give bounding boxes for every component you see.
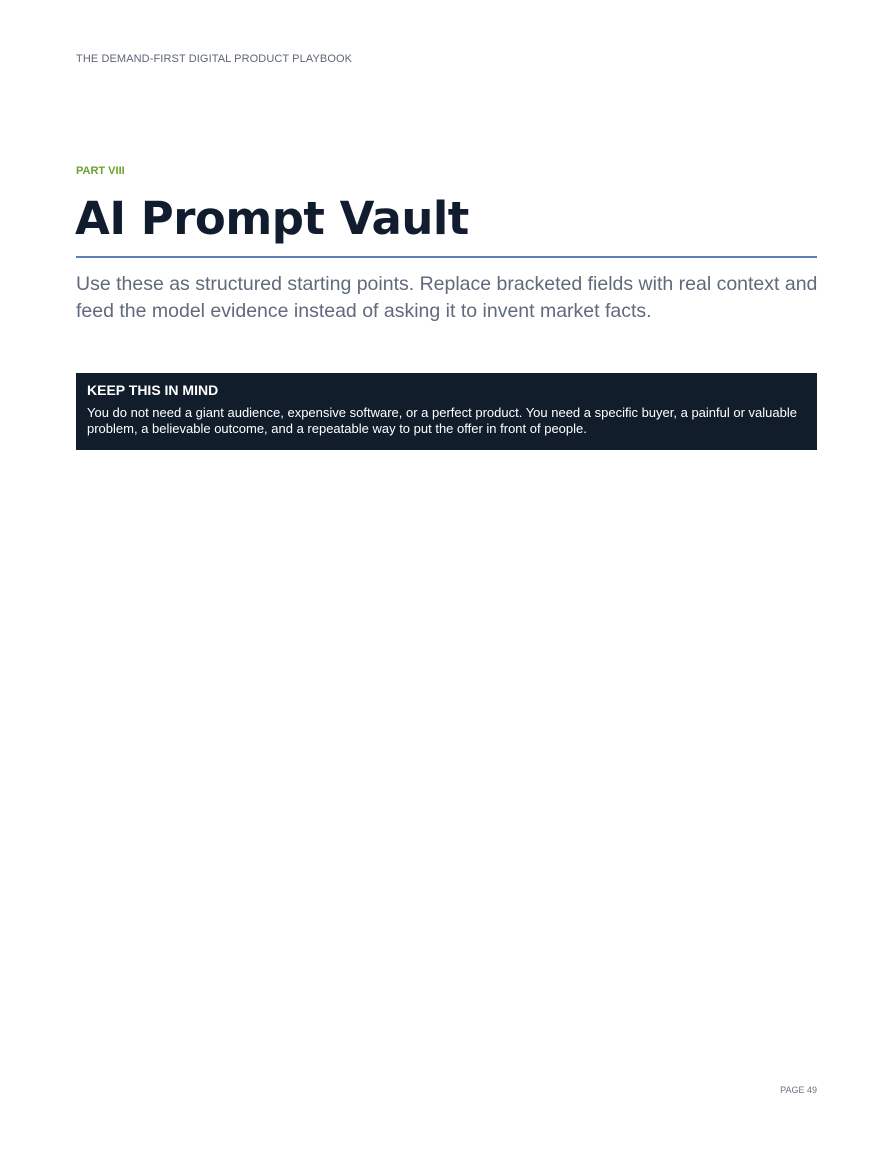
intro-paragraph: Use these as structured starting points. Replace bracketed fields with real context and feed the model evidence instead of asking it to invent market facts.	[76, 273, 818, 322]
keep-in-mind-callout	[76, 373, 817, 450]
page-number: PAGE 49	[780, 1085, 817, 1095]
callout-heading: KEEP THIS IN MIND	[87, 382, 219, 398]
callout-body: You do not need a giant audience, expensive software, or a perfect product. You need a specific buyer, a painful or valuable problem, a believable outcome, and a repeatable way to put the offer in front of people.	[87, 405, 797, 436]
title-divider	[76, 256, 817, 258]
page-title: AI Prompt Vault	[75, 192, 469, 245]
part-label: PART VIII	[76, 165, 125, 177]
running-header: THE DEMAND-FIRST DIGITAL PRODUCT PLAYBOOK	[76, 53, 353, 65]
